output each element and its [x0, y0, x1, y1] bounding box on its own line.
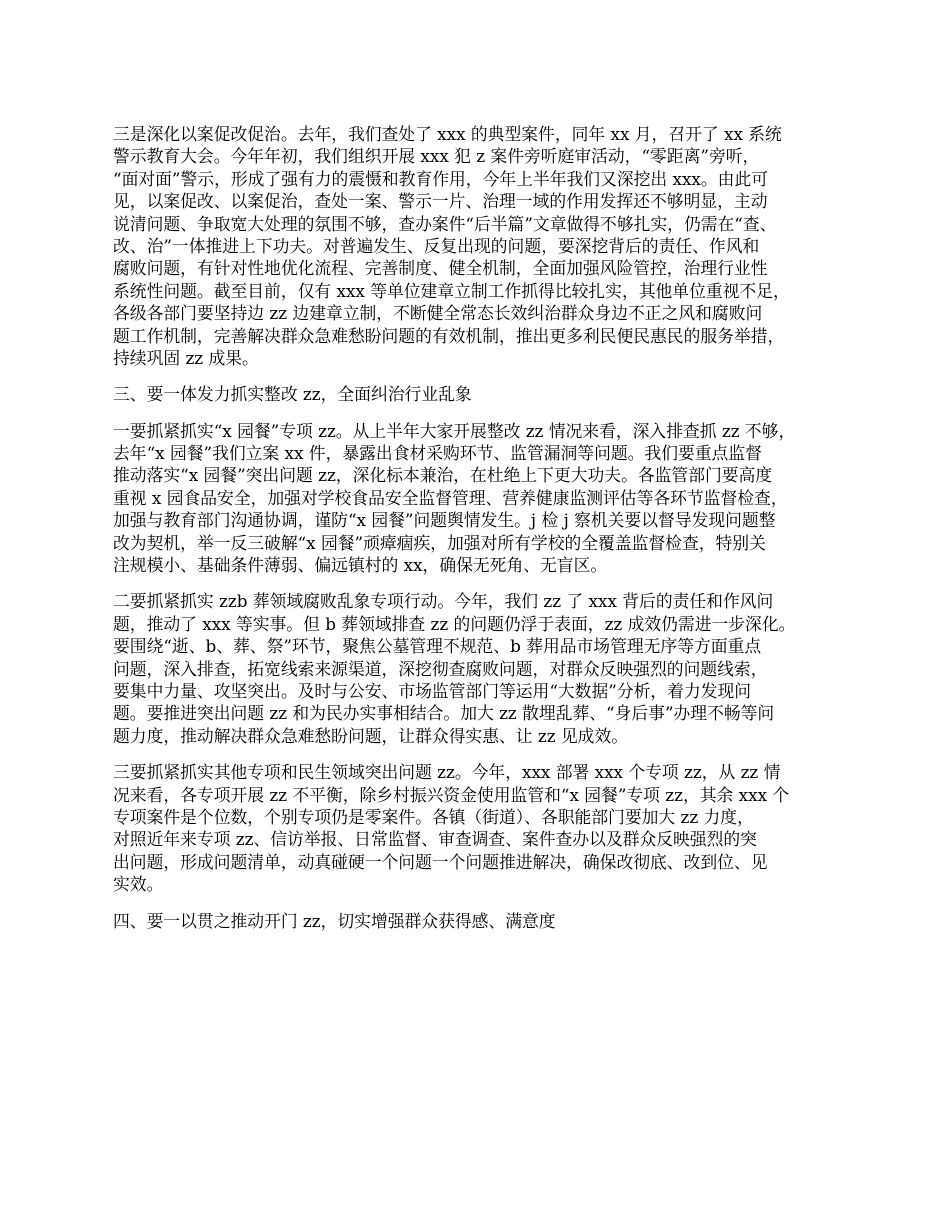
paragraph-funeral-sector [113, 590, 853, 747]
text-line: 出问题，形成问题清单，动真碰硬一个问题一个问题推进解决，确保改彻底、改到位、见 [113, 851, 768, 872]
text-line: 况来看，各专项开展 zz 不平衡，除乡村振兴资金使用监管和“x 园餐”专项 zz，其余 xxx 个 [113, 784, 790, 805]
text-line: 问题，深入排查，拓宽线索来源渠道，深挖彻查腐败问题，对群众反映强烈的问题线索， [113, 658, 768, 679]
text-line: 重视 x 园食品安全，加强对学校食品安全监督管理、营养健康监测评估等各环节监督检查， [113, 487, 788, 508]
text-line: 去年“x 园餐”我们立案 xx 件，暴露出食材采购环节、监管漏洞等问题。我们要重点监督 [113, 443, 762, 464]
text-line: 加强与教育部门沟通协调，谨防“x 园餐”问题舆情发生。j 检 j 察机关要以督导发现问题整 [113, 510, 776, 531]
text-line: 各级各部门要坚持边 zz 边建章立制，不断健全常态长效纠治群众身边不正之风和腐败问 [113, 303, 763, 324]
text-line: 见，以案促改、以案促治，查处一案、警示一片、治理一域的作用发挥还不够明显，主动 [113, 191, 768, 212]
text-line: 要集中力量、攻坚突出。及时与公安、市场监管部门等运用“大数据”分析，着力发现问 [113, 680, 752, 701]
text-line: 题。要推进突出问题 zz 和为民办实事相结合。加大 zz 散埋乱葬、“身后事”办理不畅等问 [113, 703, 775, 724]
text-line: 改为契机，举一反三破解“x 园餐”顽瘴痼疾，加强对所有学校的全覆盖监督检查，特别关 [113, 532, 766, 553]
text-line: 说清问题、争取宽大处理的氛围不够，查办案件“后半篇”文章做得不够扎实，仍需在“查、 [113, 213, 777, 234]
text-line: 系统性问题。截至目前，仅有 xxx 等单位建章立制工作抓得比较扎实，其他单位重视不足， [113, 280, 790, 301]
text-line: 要围绕“逝、b、葬、祭”环节，聚焦公墓管理不规范、b 葬用品市场管理无序等方面重点 [113, 636, 762, 657]
text-line: “面对面”警示，形成了强有力的震慑和教育作用，今年上半年我们又深挖出 xxx。由此可 [113, 168, 769, 189]
text-line: 警示教育大会。今年年初，我们组织开展 xxx 犯 z 案件旁听庭审活动，“零距离”旁听， [113, 146, 760, 167]
paragraph-school-meals [113, 420, 853, 577]
text-line: 持续巩固 zz 成果。 [113, 347, 259, 368]
paragraph-case-reform [113, 123, 853, 369]
text-line: 三是深化以案促改促治。去年，我们查处了 xxx 的典型案件，同年 xx 月，召开了 xx 系统 [113, 124, 782, 144]
text-line: 二要抓紧抓实 zzb 葬领域腐败乱象专项行动。今年，我们 zz 了 xxx 背后的责任和作风问 [113, 591, 774, 612]
text-line: 对照近年来专项 zz、信访举报、日常监督、审查调查、案件查办以及群众反映强烈的突 [113, 829, 757, 850]
text-line: 改、治”一体推进上下功夫。对普遍发生、反复出现的问题，要深挖背后的责任、作风和 [113, 235, 760, 256]
text-line: 题工作机制，完善解决群众急难愁盼问题的有效机制，推出更多利民便民惠民的服务举措， [113, 325, 785, 346]
section-heading-4 [113, 910, 853, 932]
text-line: 题，推动了 xxx 等实事。但 b 葬领域排查 zz 的问题仍浮于表面，zz 成效仍需进一步深化。 [113, 613, 796, 634]
text-line: 三要抓紧抓实其他专项和民生领域突出问题 zz。今年，xxx 部署 xxx 个专项 zz，从 zz 情 [113, 762, 781, 783]
text-line: 题力度，推动解决群众急难愁盼问题，让群众得实惠、让 zz 见成效。 [113, 725, 629, 746]
document-page [113, 123, 853, 946]
paragraph-other-projects [113, 761, 853, 895]
text-line: 专项案件是个位数，个别专项仍是零案件。各镇（街道）、各职能部门要加大 zz 力度， [113, 806, 754, 827]
heading-line: 三、要一体发力抓实整改 zz，全面纠治行业乱象 [113, 384, 472, 405]
text-line: 实效。 [113, 874, 164, 895]
section-heading-3 [113, 383, 853, 405]
text-line: 注规模小、基础条件薄弱、偏远镇村的 xx，确保无死角、无盲区。 [113, 555, 608, 576]
text-line: 一要抓紧抓实“x 园餐”专项 zz。从上半年大家开展整改 zz 情况来看，深入排查抓 zz 不够， [113, 420, 796, 441]
text-line: 腐败问题，有针对性地优化流程、完善制度、健全机制，全面加强风险管控，治理行业性 [113, 258, 768, 279]
text-line: 推动落实“x 园餐”突出问题 zz，深化标本兼治，在杜绝上下更大功夫。各监管部门要高度 [113, 465, 773, 486]
heading-line: 四、要一以贯之推动开门 zz，切实增强群众获得感、满意度 [113, 910, 556, 931]
